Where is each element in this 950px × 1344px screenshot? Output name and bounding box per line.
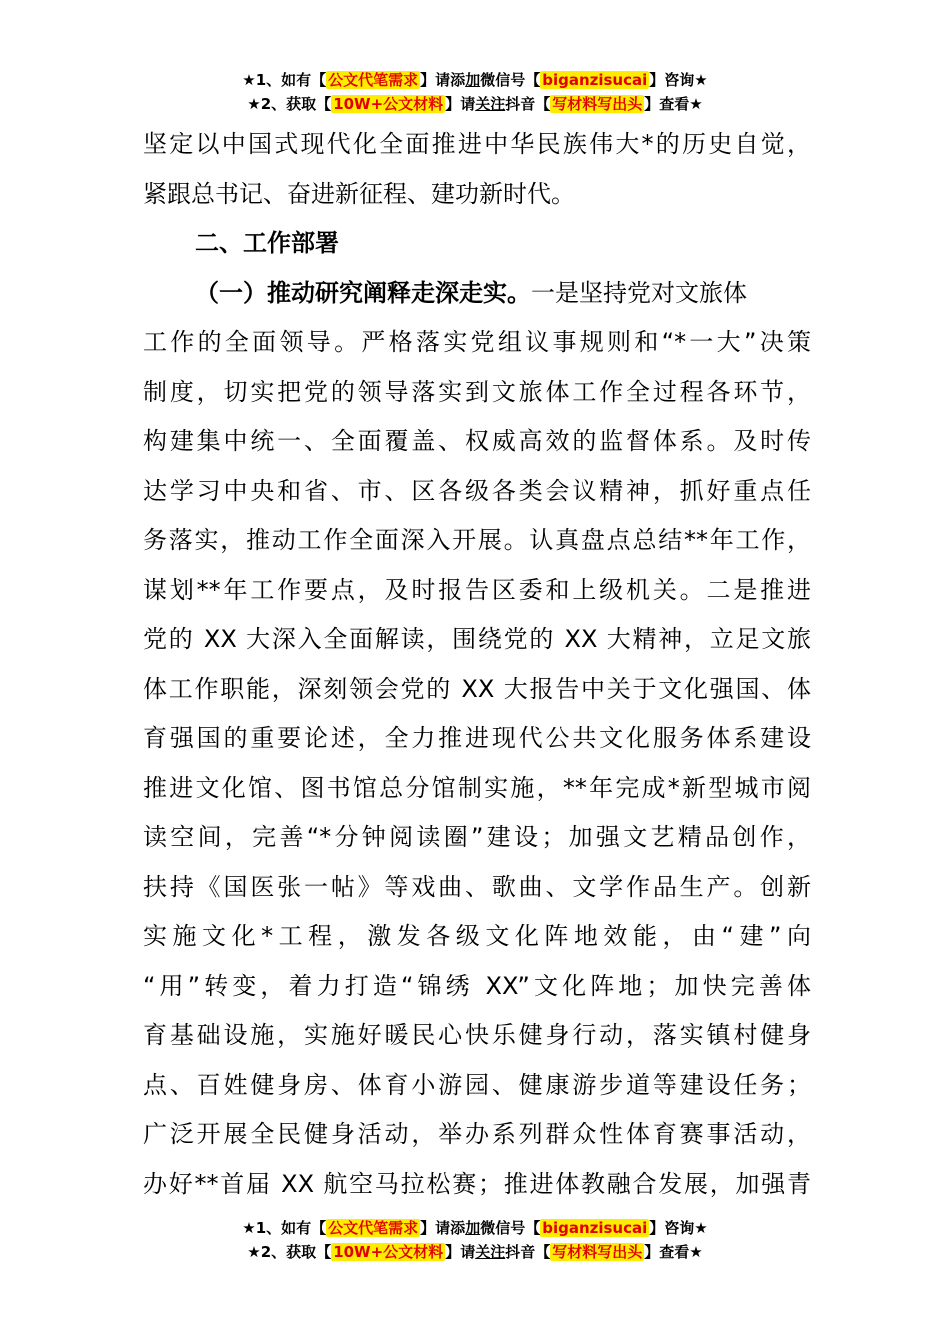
paragraph-line: 构建集中统一、全面覆盖、权威高效的监督体系。及时传 <box>143 427 811 455</box>
paragraph-line: 党的 XX 大深入全面解读，围绕党的 XX 大精神，立足文旅 <box>143 625 811 653</box>
highlight-service: 公文代笔需求 <box>328 71 419 89</box>
paragraph-line: 达学习中央和省、市、区各级各类会议精神，抓好重点任 <box>143 476 811 505</box>
banner-line-1: ★1、如有【 公文代笔需求 】请添加微信号【 biganzisucai 】咨询★ <box>242 1219 708 1237</box>
paragraph-line: 读空间，完善“*分钟阅读圈”建设；加强文艺精品创作， <box>143 823 811 851</box>
paragraph-line: 扶持《国医张一帖》等戏曲、歌曲、文学作品生产。创新 <box>143 872 811 901</box>
watermark-banner-top <box>0 68 950 116</box>
paragraph-line: 实施文化*工程，激发各级文化阵地效能，由“建”向 <box>143 922 811 950</box>
paragraph-line: 紧跟总书记、奋进新征程、建功新时代。 <box>143 179 575 208</box>
banner-line-2: ★2、获取【 10W+公文材料 】请关注抖音【 写材料写出头 】查看★ <box>247 95 703 113</box>
highlight-douyin-account: 写材料写出头 <box>552 1243 643 1261</box>
paragraph-line: 推进文化馆、图书馆总分馆制实施，**年完成*新型城市阅 <box>143 773 811 802</box>
paragraph-line: 坚定以中国式现代化全面推进中华民族伟大*的历史自觉， <box>143 130 811 158</box>
paragraph-line: 工作的全面领导。严格落实党组议事规则和“*一大”决策 <box>143 328 811 356</box>
paragraph-line: 制度，切实把党的领导落实到文旅体工作全过程各环节， <box>143 377 811 406</box>
subsection-heading: （一）推动研究阐释走深走实。 <box>195 278 531 307</box>
paragraph-line: （一）推动研究阐释走深走实。一是坚持党对文旅体 <box>195 278 747 307</box>
highlight-materials: 10W+公文材料 <box>333 1243 444 1261</box>
highlight-service: 公文代笔需求 <box>328 1219 419 1237</box>
paragraph-line: 育强国的重要论述，全力推进现代公共文化服务体系建设 <box>143 724 811 752</box>
paragraph-line: 办好**首届 XX 航空马拉松赛；推进体教融合发展，加强青 <box>143 1169 811 1198</box>
paragraph-line: 育基础设施，实施好暖民心快乐健身行动，落实镇村健身 <box>143 1021 811 1049</box>
paragraph-line: 点、百姓健身房、体育小游园、健康游步道等建设任务； <box>143 1070 811 1099</box>
watermark-banner-bottom <box>0 1216 950 1264</box>
highlight-wechat-id: biganzisucai <box>542 71 648 89</box>
paragraph-line: 务落实，推动工作全面深入开展。认真盘点总结**年工作， <box>143 526 811 554</box>
highlight-wechat-id: biganzisucai <box>542 1219 648 1237</box>
paragraph-line: “用”转变，着力打造“锦绣 XX”文化阵地；加快完善体 <box>143 971 811 1000</box>
highlight-materials: 10W+公文材料 <box>333 95 444 113</box>
section-heading: 二、工作部署 <box>195 229 339 257</box>
paragraph-line: 谋划**年工作要点，及时报告区委和上级机关。二是推进 <box>143 575 811 604</box>
paragraph-line: 广泛开展全民健身活动，举办系列群众性体育赛事活动， <box>143 1120 811 1148</box>
document-body <box>143 120 811 1209</box>
banner-line-2: ★2、获取【 10W+公文材料 】请关注抖音【 写材料写出头 】查看★ <box>247 1243 703 1261</box>
highlight-douyin-account: 写材料写出头 <box>552 95 643 113</box>
banner-line-1: ★1、如有【 公文代笔需求 】请添加微信号【 biganzisucai 】咨询★ <box>242 71 708 89</box>
paragraph-line: 体工作职能，深刻领会党的 XX 大报告中关于文化强国、体 <box>143 674 811 703</box>
